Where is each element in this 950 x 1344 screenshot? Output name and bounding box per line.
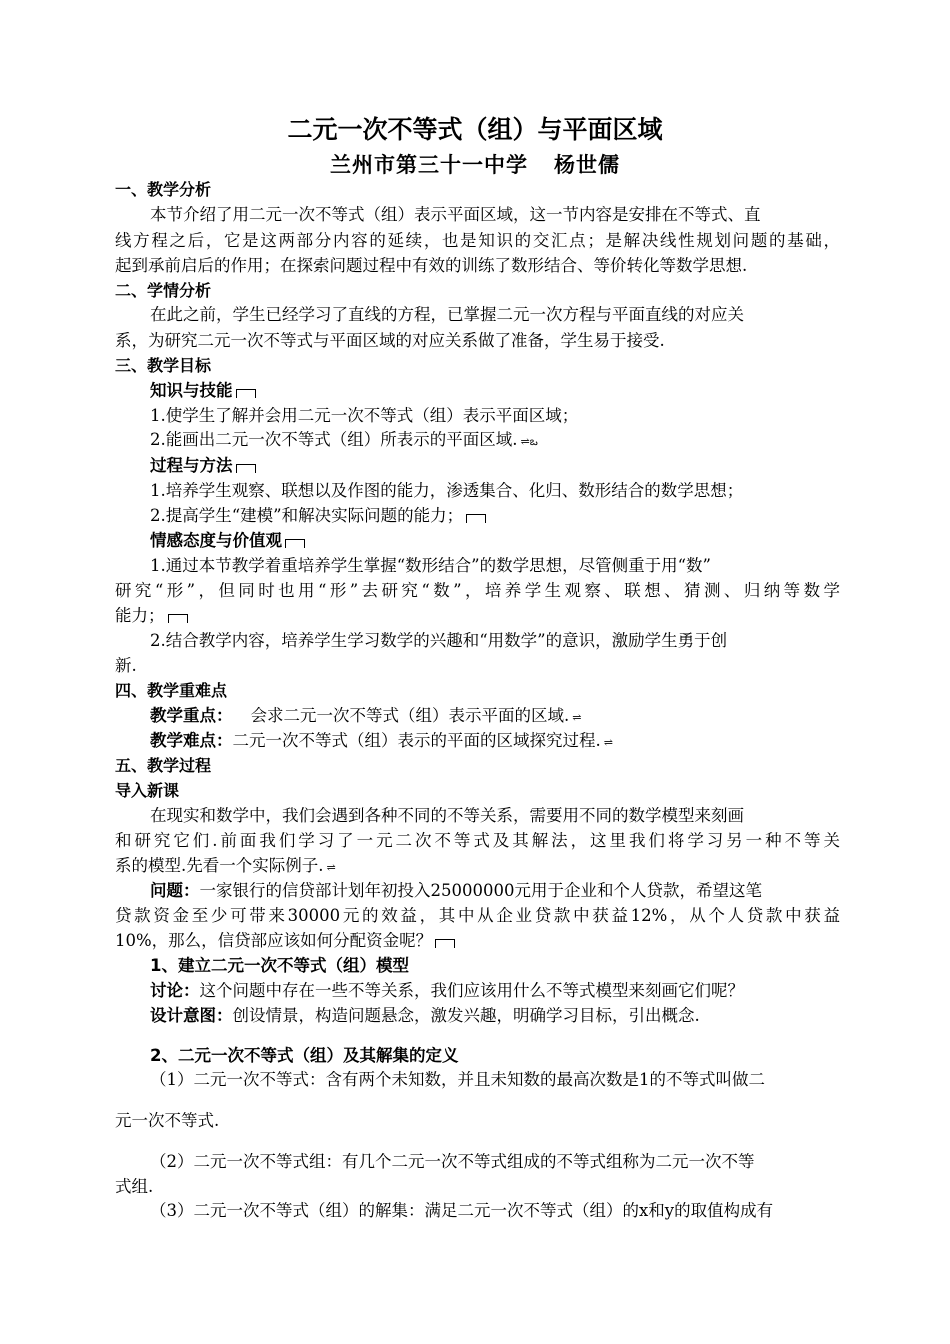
goal-item: 2.能画出二元一次不等式（组）所表示的平面区域. ⇌ఒ <box>150 428 875 454</box>
section-heading-students: 二、学情分析 <box>115 281 212 300</box>
problem-line: 贷款资金至少可带来30000元的效益，其中从企业贷款中获益12%，从个人贷款中获益 <box>115 906 840 925</box>
definition-line: 式组. <box>115 1177 154 1196</box>
paragraph-line: 在现实和数学中，我们会遇到各种不同的不等关系，需要用不同的数学模型来刻画 <box>150 806 744 825</box>
edit-mark-icon <box>168 614 188 623</box>
subheading-attitude: 情感态度与价值观 <box>150 529 875 553</box>
problem-line: 10%，那么，信贷部应该如何分配资金呢？ <box>115 929 840 953</box>
paragraph-line: 线方程之后，它是这两部分内容的延续，也是知识的交汇点；是解决线性规划问题的基础， <box>115 231 840 250</box>
edit-mark-icon <box>466 514 486 523</box>
goal-item: 1.通过本节教学着重培养学生掌握“数形结合”的数学思想，尽管侧重于用“数” <box>150 556 711 575</box>
paragraph-line: 起到承前启后的作用；在探索问题过程中有效的训练了数形结合、等价转化等数学思想. <box>115 256 748 275</box>
edit-mark-icon <box>435 939 455 948</box>
edit-mark-icon: ⇌ <box>326 861 336 874</box>
design-intent-line: 设计意图：创设情景，构造问题悬念，激发兴趣，明确学习目标，引出概念. <box>150 1006 700 1025</box>
paragraph-line: 系，为研究二元一次不等式与平面区域的对应关系做了准备，学生易于接受. <box>115 331 665 350</box>
paragraph-line: 和研究它们.前面我们学习了一元二次不等式及其解法，这里我们将学习另一种不等关 <box>115 831 840 850</box>
problem-line: 问题：一家银行的信贷部计划年初投入25000000元用于企业和个人贷款，希望这笔 <box>150 881 762 900</box>
subheading-knowledge: 知识与技能 <box>150 379 875 403</box>
edit-mark-icon <box>285 539 305 548</box>
goal-item: 研究“形”，但同时也用“形”去研究“数”，培养学生观察、联想、猜测、归纳等数学 <box>115 581 840 600</box>
section-heading-analysis: 一、教学分析 <box>115 180 212 199</box>
goal-item: 能力； <box>115 604 840 628</box>
edit-mark-icon <box>236 464 256 473</box>
subheading-definition: 2、二元一次不等式（组）及其解集的定义 <box>150 1046 459 1065</box>
paragraph-line: 系的模型.先看一个实际例子. ⇌ <box>115 854 840 880</box>
paragraph-line: 本节介绍了用二元一次不等式（组）表示平面区域，这一节内容是安排在不等式、直 <box>150 205 761 224</box>
document-title: 二元一次不等式（组）与平面区域 <box>287 115 663 144</box>
section-heading-goals: 三、教学目标 <box>115 356 212 375</box>
section-heading-keypoints: 四、教学重难点 <box>115 681 228 700</box>
goal-item: 1.使学生了解并会用二元一次不等式（组）表示平面区域； <box>150 406 579 425</box>
edit-mark-icon <box>236 389 256 398</box>
goal-item: 2.提高学生“建模”和解决实际问题的能力； <box>150 504 875 528</box>
goal-item: 新. <box>115 656 137 675</box>
goal-item: 2.结合教学内容，培养学生学习数学的兴趣和“用数学”的意识，激励学生勇于创 <box>150 631 728 650</box>
definition-line: （1）二元一次不等式：含有两个未知数，并且未知数的最高次数是1的不等式叫做二 <box>150 1070 765 1089</box>
edit-mark-icon: ⇌ <box>572 711 582 724</box>
edit-mark-icon: ⇌ఒ <box>520 435 538 448</box>
definition-line: （2）二元一次不等式组：有几个二元一次不等式组成的不等式组称为二元一次不等 <box>150 1152 755 1171</box>
goal-item: 1.培养学生观察、联想以及作图的能力，渗透集合、化归、数形结合的数学思想； <box>150 481 744 500</box>
paragraph-line: 在此之前，学生已经学习了直线的方程，已掌握二元一次方程与平面直线的对应关 <box>150 305 744 324</box>
definition-line: 元一次不等式. <box>115 1111 220 1130</box>
subheading-intro: 导入新课 <box>115 781 180 800</box>
document-subtitle <box>0 149 950 179</box>
author-name: 杨世儒 <box>554 153 620 177</box>
key-point: 教学重点： 会求二元一次不等式（组）表示平面的区域. ⇌ <box>150 704 875 730</box>
subheading-process: 过程与方法 <box>150 454 875 478</box>
subheading-model: 1、建立二元一次不等式（组）模型 <box>150 956 409 975</box>
definition-line: （3）二元一次不等式（组）的解集：满足二元一次不等式（组）的x和y的取值构成有 <box>150 1201 774 1220</box>
school-name: 兰州市第三十一中学 <box>330 153 528 177</box>
edit-mark-icon: ⇌ <box>603 736 613 749</box>
discussion-line: 讨论：这个问题中存在一些不等关系，我们应该用什么不等式模型来刻画它们呢？ <box>150 981 744 1000</box>
difficult-point: 教学难点：二元一次不等式（组）表示的平面的区域探究过程. ⇌ <box>150 729 875 755</box>
section-heading-process: 五、教学过程 <box>115 756 212 775</box>
